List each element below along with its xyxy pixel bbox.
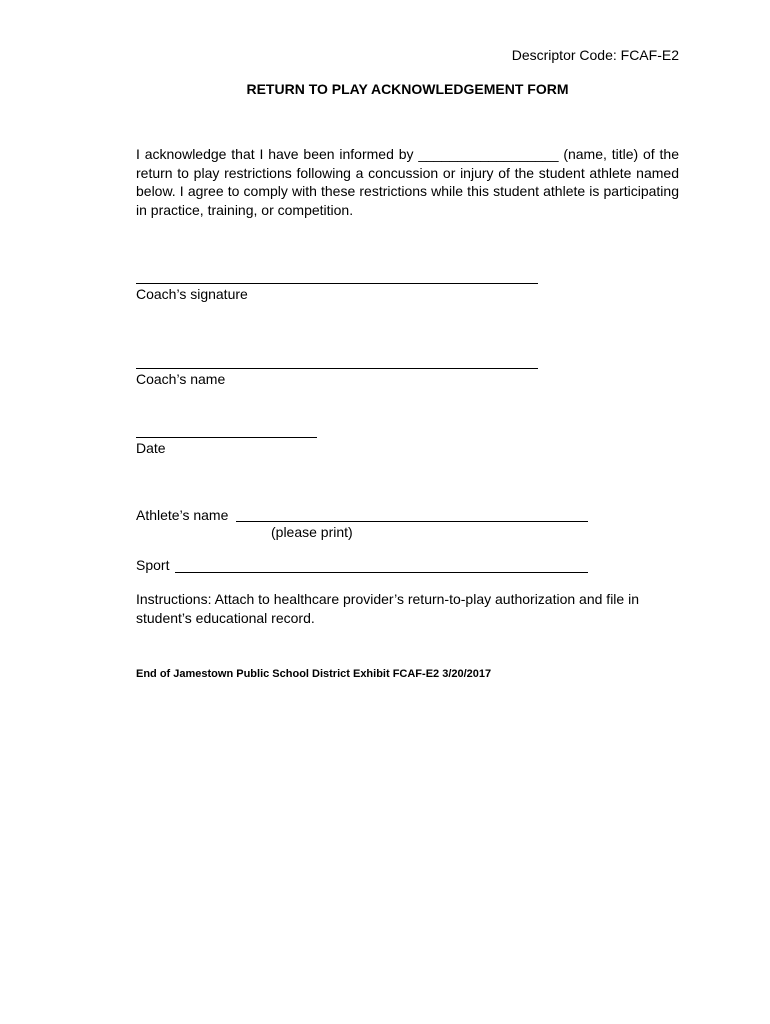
athlete-name-line[interactable] <box>236 521 588 522</box>
coach-signature-line[interactable] <box>136 283 538 284</box>
please-print-note: (please print) <box>271 524 353 540</box>
sport-label: Sport <box>136 557 170 573</box>
coach-name-label: Coach’s name <box>136 371 226 387</box>
form-title: RETURN TO PLAY ACKNOWLEDGEMENT FORM <box>246 81 569 97</box>
sport-line[interactable] <box>175 572 588 573</box>
descriptor-code: Descriptor Code: FCAF-E2 <box>511 47 679 63</box>
date-label: Date <box>136 440 166 456</box>
coach-name-line[interactable] <box>136 368 538 369</box>
date-line[interactable] <box>136 437 317 438</box>
instructions-paragraph: Instructions: Attach to healthcare provider’s return-to-play authorization and file in student’s educational record. <box>136 591 639 626</box>
acknowledgement-paragraph: I acknowledge that I have been informed by __________________ (name, title) of the return to play restrictions following a concussion or injury of the student athlete named below. I agree to comply with these restrictions while this student athlete is participating in practice, training, or competition. <box>136 146 679 218</box>
athlete-name-label: Athlete’s name <box>136 507 229 523</box>
coach-signature-label: Coach’s signature <box>136 286 248 302</box>
end-of-exhibit-note: End of Jamestown Public School District Exhibit FCAF-E2 3/20/2017 <box>136 668 492 680</box>
